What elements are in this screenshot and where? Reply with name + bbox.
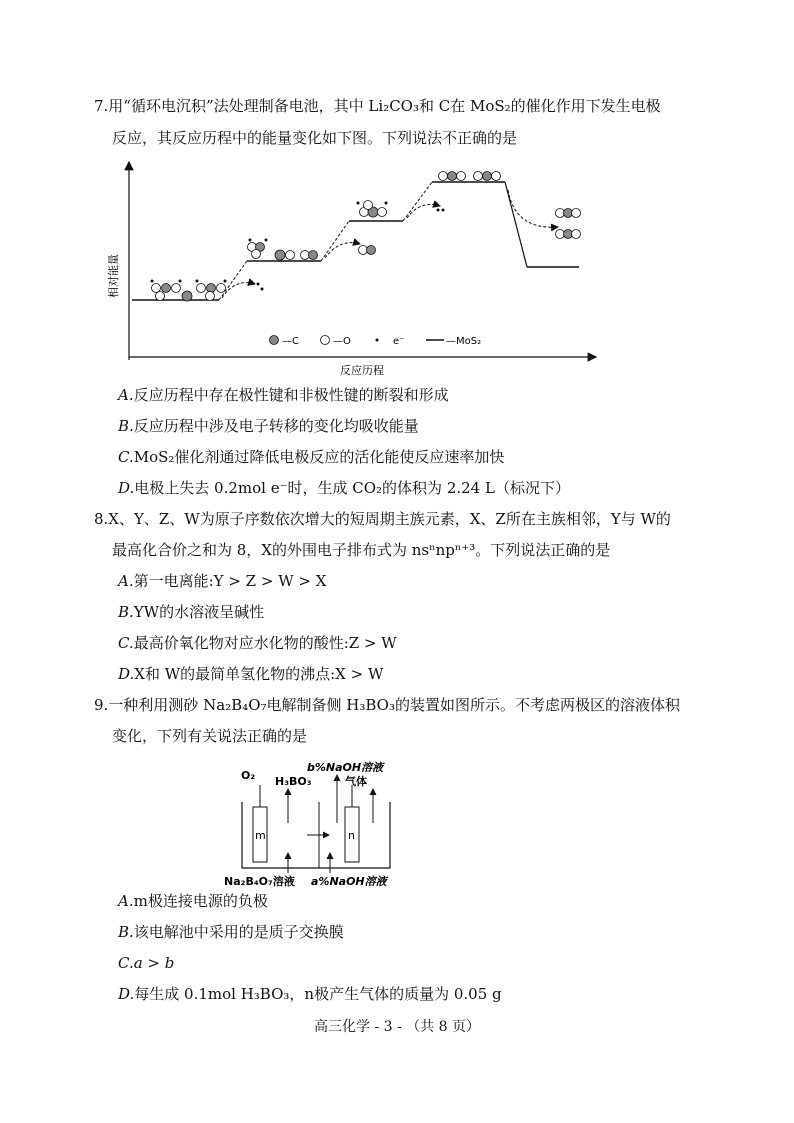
q9-option-b: B.该电解池中采用的是质子交换膜 (118, 923, 344, 941)
q7-stem-line2: 反应，其反应历程中的能量变化如下图。下列说法不正确的是 (112, 129, 518, 147)
q8-option-a: A.第一电离能:Y > Z > W > X (118, 572, 327, 590)
electrolysis-cell-diagram (215, 755, 415, 893)
li2co3-molecule-1 (152, 284, 181, 301)
q9-stem-line1: 9.一种利用测砂 Na₂B₄O₇电解制备侧 H₃BO₃的装置如图所示。不考虑两极区的溶液体积 (94, 696, 680, 714)
li2co3-molecule-2 (197, 284, 226, 301)
svg-text:O₂: O₂ (241, 769, 256, 782)
svg-text:—MoS₂: —MoS₂ (446, 336, 482, 347)
q7-stem-line1: 7.用“循环电沉积”法处理制备电池，其中 Li₂CO₃和 C在 MoS₂的催化作用下发生电极 (94, 97, 661, 115)
svg-text:m: m (255, 829, 266, 842)
q7-option-c: C.MoS₂催化剂通过降低电极反应的活化能使反应速率加快 (118, 448, 505, 466)
x-axis-label: 反应历程 (340, 364, 384, 377)
y-axis-label: 相对能量 (107, 254, 120, 298)
svg-text:e⁻: e⁻ (393, 336, 405, 347)
page-footer: 高三化学 - 3 - （共 8 页） (314, 1019, 480, 1035)
diagram-legend (270, 336, 482, 348)
q7-option-b: B.反应历程中涉及电子转移的变化均吸收能量 (118, 417, 419, 435)
q7-option-d: D.电极上失去 0.2mol e⁻时，生成 CO₂的体积为 2.24 L（标况下） (118, 479, 570, 497)
q9-option-d: D.每生成 0.1mol H₃BO₃，n极产生气体的质量为 0.05 g (118, 985, 502, 1003)
svg-text:气体: 气体 (345, 775, 367, 788)
q8-stem-line2: 最高化合价之和为 8，X的外围电子排布式为 nsⁿnpⁿ⁺³。下列说法正确的是 (112, 541, 611, 559)
q9-stem-line2: 变化，下列有关说法正确的是 (112, 727, 308, 745)
svg-text:b%NaOH溶液: b%NaOH溶液 (307, 761, 384, 774)
q7-option-a: A.反应历程中存在极性键和非极性键的断裂和形成 (118, 386, 449, 404)
energy-profile-diagram (100, 150, 610, 380)
q8-stem-line1: 8.X、Y、Z、W为原子序数依次增大的短周期主族元素，X、Z所在主族相邻，Y与 W的 (94, 510, 671, 528)
svg-text:—C: —C (282, 336, 299, 347)
q9-option-a: A.m极连接电源的负极 (118, 892, 268, 910)
q8-option-b: B.YW的水溶液呈碱性 (118, 603, 265, 621)
q8-option-d: D.X和 W的最简单氢化物的沸点:X > W (118, 665, 384, 683)
q9-option-c: C.a > b (118, 954, 175, 972)
svg-text:H₃BO₃: H₃BO₃ (275, 775, 312, 788)
svg-text:Na₂B₄O₇溶液: Na₂B₄O₇溶液 (224, 875, 295, 888)
svg-text:—O: —O (333, 336, 351, 347)
svg-text:n: n (348, 829, 355, 842)
svg-text:a%NaOH溶液: a%NaOH溶液 (311, 875, 387, 888)
q8-option-c: C.最高价氧化物对应水化物的酸性:Z > W (118, 634, 397, 652)
